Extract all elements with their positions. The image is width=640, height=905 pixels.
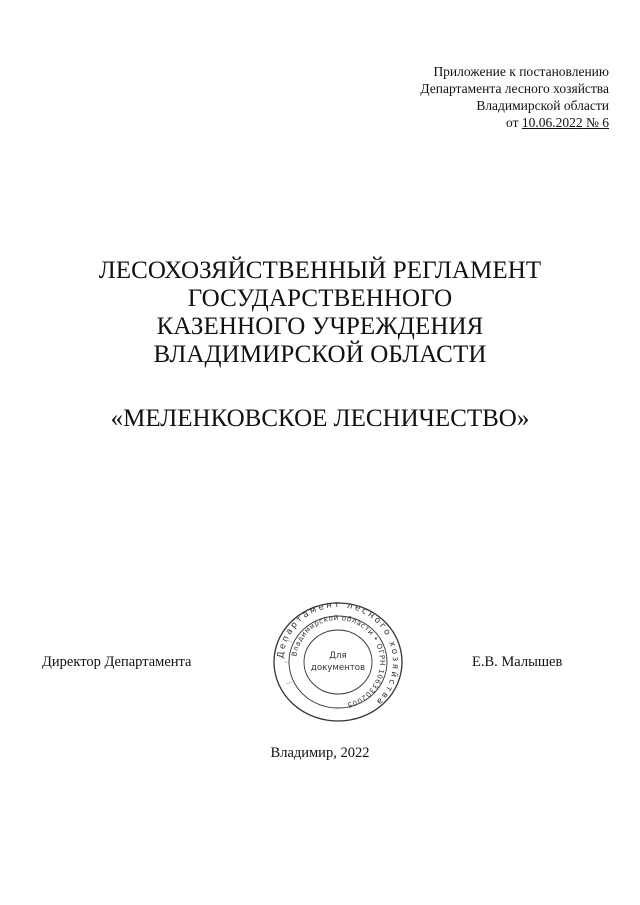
title-line-2: ГОСУДАРСТВЕННОГО [187, 285, 453, 312]
stamp-inner-text: Владимирской области • ОГРН 1063302005 [290, 613, 387, 710]
city-year: Владимир, 2022 [270, 745, 370, 761]
appendix-header [420, 63, 609, 131]
signatory-position: Директор Департамента [42, 654, 192, 670]
appendix-line-1: Приложение к постановлению [433, 64, 609, 79]
forestry-name: «МЕЛЕНКОВСКОЕ ЛЕСНИЧЕСТВО» [110, 405, 530, 432]
title-line-3: КАЗЕННОГО УЧРЕЖДЕНИЯ [156, 313, 484, 340]
appendix-line-3: Владимирской области [476, 98, 609, 113]
official-stamp [270, 600, 406, 724]
number-sign: № [582, 115, 603, 130]
signatory-name: Е.В. Малышев [472, 654, 563, 670]
document-title [0, 257, 640, 369]
stamp-outer-text: Департамент лесного хозяйства [275, 600, 401, 708]
stamp-inner-ring [304, 630, 372, 694]
stamp-center-line-2: документов [310, 663, 366, 673]
appendix-date-line [420, 114, 609, 131]
resolution-number: 6 [602, 115, 609, 130]
appendix-line-2: Департамента лесного хозяйства [420, 81, 609, 96]
title-line-4: ВЛАДИМИРСКОЙ ОБЛАСТИ [153, 341, 487, 368]
date-prefix: от [506, 115, 522, 130]
resolution-date: 10.06.2022 [521, 115, 583, 130]
stamp-center-line-1: Для [329, 651, 347, 661]
title-line-1: ЛЕСОХОЗЯЙСТВЕННЫЙ РЕГЛАМЕНТ [98, 257, 542, 284]
